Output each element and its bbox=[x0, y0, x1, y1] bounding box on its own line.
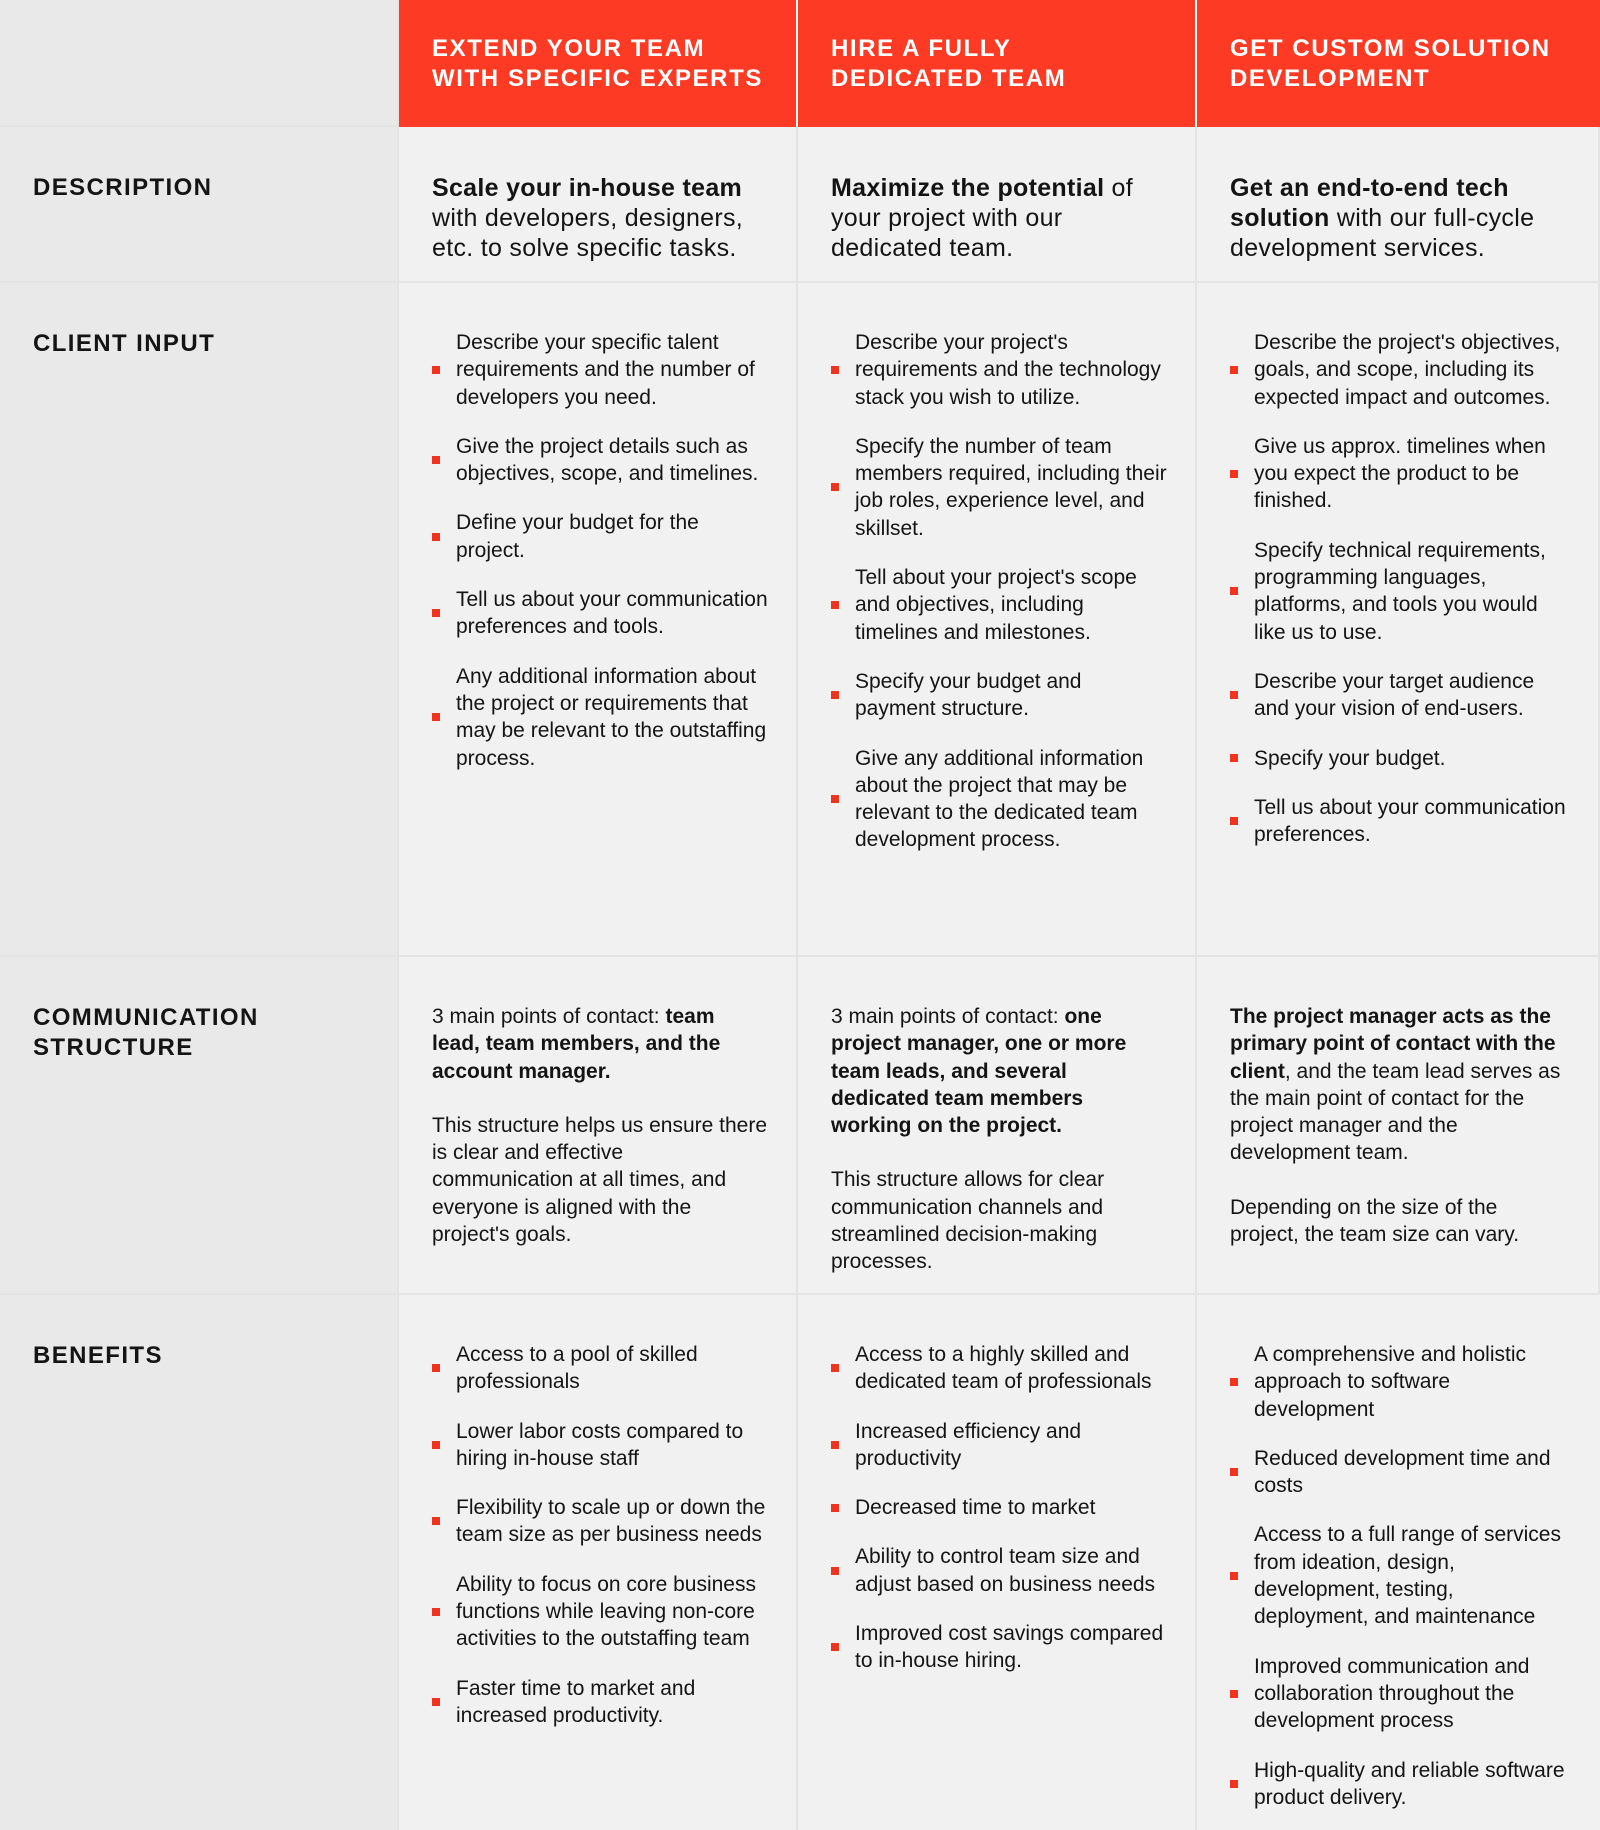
list-item-text: Specify the number of team members required, including their job roles, experience level, and skillset. bbox=[855, 434, 1167, 540]
bullet-square-icon bbox=[831, 1441, 839, 1449]
bullet-square-icon bbox=[432, 366, 440, 374]
communication-contacts bbox=[1230, 1003, 1570, 1167]
list-item-text: Describe your project's requirements and the technology stack you wish to utilize. bbox=[855, 331, 1161, 409]
bullet-square-icon bbox=[432, 456, 440, 464]
list-item-text: Flexibility to scale up or down the team size as per business needs bbox=[456, 1496, 766, 1547]
list-item-text: Tell us about your communication preferences. bbox=[1254, 795, 1566, 847]
description-text bbox=[831, 173, 1167, 263]
client-input-cell bbox=[1197, 283, 1600, 957]
communication-note: Depending on the size of the project, the team size can vary. bbox=[1230, 1195, 1520, 1247]
bullet-list bbox=[831, 329, 1167, 854]
table-corner bbox=[0, 0, 399, 127]
communication-contacts bbox=[432, 1003, 768, 1085]
list-item bbox=[831, 745, 1167, 854]
list-item bbox=[831, 1494, 1167, 1521]
contacts-tail: , and the team lead serves as the main point of contact for the project manager and the development team. bbox=[1230, 1059, 1561, 1165]
list-item-text: Tell about your project's scope and objectives, including timelines and milestones. bbox=[855, 566, 1137, 644]
list-item-text: Reduced development time and costs bbox=[1254, 1446, 1551, 1498]
bullet-list bbox=[831, 1341, 1167, 1675]
list-item-text: Faster time to market and increased productivity. bbox=[456, 1676, 696, 1727]
list-item bbox=[831, 1620, 1167, 1675]
bullet-square-icon bbox=[831, 1567, 839, 1575]
list-item bbox=[1230, 668, 1570, 723]
communication-cell bbox=[399, 957, 798, 1295]
bullet-square-icon bbox=[432, 1441, 440, 1449]
list-item-text: Tell us about your communication preferences and tools. bbox=[456, 588, 768, 639]
bullet-square-icon bbox=[831, 366, 839, 374]
list-item bbox=[1230, 745, 1570, 772]
bullet-square-icon bbox=[831, 1364, 839, 1372]
bullet-square-icon bbox=[831, 795, 839, 803]
bullet-list bbox=[432, 329, 768, 772]
bullet-square-icon bbox=[1230, 366, 1238, 374]
list-item bbox=[1230, 433, 1570, 515]
list-item bbox=[432, 329, 768, 411]
list-item-text: Give any additional information about the project that may be relevant to the dedicated team development process. bbox=[855, 746, 1144, 852]
description-rest: with our full-cycle development services. bbox=[1230, 204, 1535, 262]
list-item-text: Access to a highly skilled and dedicated team of professionals bbox=[855, 1343, 1152, 1394]
list-item-text: Access to a full range of services from ideation, design, development, testing, deployment, and maintenance bbox=[1254, 1523, 1561, 1629]
list-item-text: Describe your specific talent requirements and the number of developers you need. bbox=[456, 331, 755, 409]
bullet-square-icon bbox=[831, 483, 839, 491]
list-item bbox=[831, 433, 1167, 542]
bullet-square-icon bbox=[432, 1517, 440, 1525]
description-rest: of your project with our dedicated team. bbox=[831, 174, 1134, 262]
list-item bbox=[1230, 1757, 1572, 1812]
list-item bbox=[831, 329, 1167, 411]
bullet-square-icon bbox=[831, 1504, 839, 1512]
list-item-text: Ability to focus on core business functions while leaving non-core activities to the outstaffing team bbox=[456, 1572, 756, 1651]
description-rest: with developers, designers, etc. to solve specific tasks. bbox=[432, 204, 744, 262]
bullet-list bbox=[432, 1341, 768, 1729]
list-item-text: High-quality and reliable software product delivery. bbox=[1254, 1758, 1565, 1809]
contacts-bold: team lead, team members, and the account manager. bbox=[432, 1005, 721, 1083]
bullet-square-icon bbox=[1230, 1572, 1238, 1580]
list-item-text: Give us approx. timelines when you expect the product to be finished. bbox=[1254, 434, 1546, 513]
list-item bbox=[1230, 1521, 1572, 1630]
list-item bbox=[432, 586, 768, 641]
bullet-square-icon bbox=[432, 713, 440, 721]
list-item bbox=[432, 1494, 768, 1549]
list-item bbox=[432, 1418, 768, 1473]
list-item-text: Any additional information about the project or requirements that may be relevant to the outstaffing process. bbox=[456, 664, 767, 770]
column-header-custom-solution: GET CUSTOM SOLUTION DEVELOPMENT bbox=[1197, 0, 1600, 127]
list-item-text: Describe your target audience and your vision of end-users. bbox=[1254, 669, 1535, 721]
list-item-text: Specify your budget and payment structure. bbox=[855, 669, 1082, 721]
client-input-cell bbox=[399, 283, 798, 957]
client-input-cell bbox=[798, 283, 1197, 957]
description-cell bbox=[798, 127, 1197, 283]
list-item-text: Specify technical requirements, programming languages, platforms, and tools you would like us to use. bbox=[1254, 538, 1546, 644]
description-bold: Get an end-to-end tech solution bbox=[1230, 174, 1509, 232]
bullet-square-icon bbox=[432, 1364, 440, 1372]
bullet-square-icon bbox=[831, 601, 839, 609]
list-item bbox=[432, 433, 768, 488]
bullet-square-icon bbox=[831, 1643, 839, 1651]
contacts-bold: one project manager, one or more team leads, and several dedicated team members working on the project. bbox=[831, 1005, 1127, 1138]
benefits-cell bbox=[798, 1295, 1197, 1830]
description-bold: Maximize the potential bbox=[831, 174, 1105, 202]
bullet-square-icon bbox=[1230, 691, 1238, 699]
communication-cell bbox=[798, 957, 1197, 1295]
list-item-text: Define your budget for the project. bbox=[456, 511, 699, 562]
column-header-extend-team: EXTEND YOUR TEAM WITH SPECIFIC EXPERTS bbox=[399, 0, 798, 127]
bullet-square-icon bbox=[1230, 754, 1238, 762]
bullet-square-icon bbox=[432, 1698, 440, 1706]
column-header-dedicated-team: HIRE A FULLY DEDICATED TEAM bbox=[798, 0, 1197, 127]
communication-cell bbox=[1197, 957, 1600, 1295]
bullet-square-icon bbox=[1230, 1780, 1238, 1788]
description-text bbox=[432, 173, 768, 263]
list-item-text: Specify your budget. bbox=[1254, 746, 1446, 770]
row-label-client-input bbox=[0, 283, 399, 957]
row-label-text: COMMUNICATION STRUCTURE bbox=[33, 1004, 259, 1061]
list-item-text: Access to a pool of skilled professionals bbox=[456, 1343, 698, 1394]
row-label-benefits bbox=[0, 1295, 399, 1830]
bullet-square-icon bbox=[1230, 1378, 1238, 1386]
row-label-text: DESCRIPTION bbox=[33, 174, 213, 201]
bullet-square-icon bbox=[432, 533, 440, 541]
list-item bbox=[432, 1675, 768, 1730]
bullet-square-icon bbox=[1230, 1690, 1238, 1698]
bullet-square-icon bbox=[1230, 1468, 1238, 1476]
bullet-list bbox=[1230, 329, 1570, 848]
list-item bbox=[831, 668, 1167, 723]
benefits-cell bbox=[399, 1295, 798, 1830]
description-cell bbox=[1197, 127, 1600, 283]
list-item bbox=[831, 1418, 1167, 1473]
list-item-text: Describe the project's objectives, goals, and scope, including its expected impact and outcomes. bbox=[1254, 331, 1561, 409]
row-label-text: CLIENT INPUT bbox=[33, 330, 216, 357]
communication-contacts bbox=[831, 1003, 1167, 1139]
list-item bbox=[1230, 1341, 1572, 1423]
list-item bbox=[432, 509, 768, 564]
description-cell bbox=[399, 127, 798, 283]
list-item-text: Increased efficiency and productivity bbox=[855, 1419, 1082, 1470]
contacts-intro: 3 main points of contact: bbox=[432, 1005, 666, 1028]
list-item bbox=[1230, 329, 1570, 411]
list-item bbox=[1230, 794, 1570, 849]
bullet-square-icon bbox=[432, 609, 440, 617]
benefits-cell bbox=[1197, 1295, 1600, 1830]
bullet-square-icon bbox=[831, 691, 839, 699]
list-item-text: Ability to control team size and adjust based on business needs bbox=[855, 1545, 1156, 1596]
list-item bbox=[831, 1341, 1167, 1396]
communication-note: This structure allows for clear communication channels and streamlined decision-making processes. bbox=[831, 1168, 1105, 1274]
list-item-text: Improved cost savings compared to in-house hiring. bbox=[855, 1622, 1164, 1673]
list-item bbox=[432, 1341, 768, 1396]
row-label-text: BENEFITS bbox=[33, 1342, 163, 1369]
communication-note: This structure helps us ensure there is clear and effective communication at all times, and everyone is aligned with the project's goals. bbox=[432, 1113, 767, 1247]
bullet-square-icon bbox=[1230, 817, 1238, 825]
list-item bbox=[1230, 1445, 1572, 1500]
list-item bbox=[432, 663, 768, 772]
contacts-intro: 3 main points of contact: bbox=[831, 1005, 1065, 1028]
list-item bbox=[1230, 1653, 1572, 1735]
bullet-square-icon bbox=[1230, 470, 1238, 478]
row-label-description bbox=[0, 127, 399, 283]
contacts-bold: The project manager acts as the primary point of contact with the client bbox=[1230, 1005, 1556, 1083]
bullet-square-icon bbox=[432, 1608, 440, 1616]
bullet-list bbox=[1230, 1341, 1572, 1811]
list-item-text: Improved communication and collaboration throughout the development process bbox=[1254, 1654, 1530, 1733]
description-text bbox=[1230, 173, 1570, 263]
list-item-text: Give the project details such as objectives, scope, and timelines. bbox=[456, 434, 759, 486]
row-label-communication bbox=[0, 957, 399, 1295]
list-item bbox=[432, 1571, 768, 1653]
bullet-square-icon bbox=[1230, 587, 1238, 595]
description-bold: Scale your in-house team bbox=[432, 174, 743, 202]
list-item-text: Lower labor costs compared to hiring in-house staff bbox=[456, 1419, 744, 1470]
list-item bbox=[1230, 537, 1570, 646]
list-item-text: A comprehensive and holistic approach to software development bbox=[1254, 1343, 1526, 1421]
list-item bbox=[831, 1543, 1167, 1598]
list-item bbox=[831, 564, 1167, 646]
list-item-text: Decreased time to market bbox=[855, 1496, 1096, 1520]
